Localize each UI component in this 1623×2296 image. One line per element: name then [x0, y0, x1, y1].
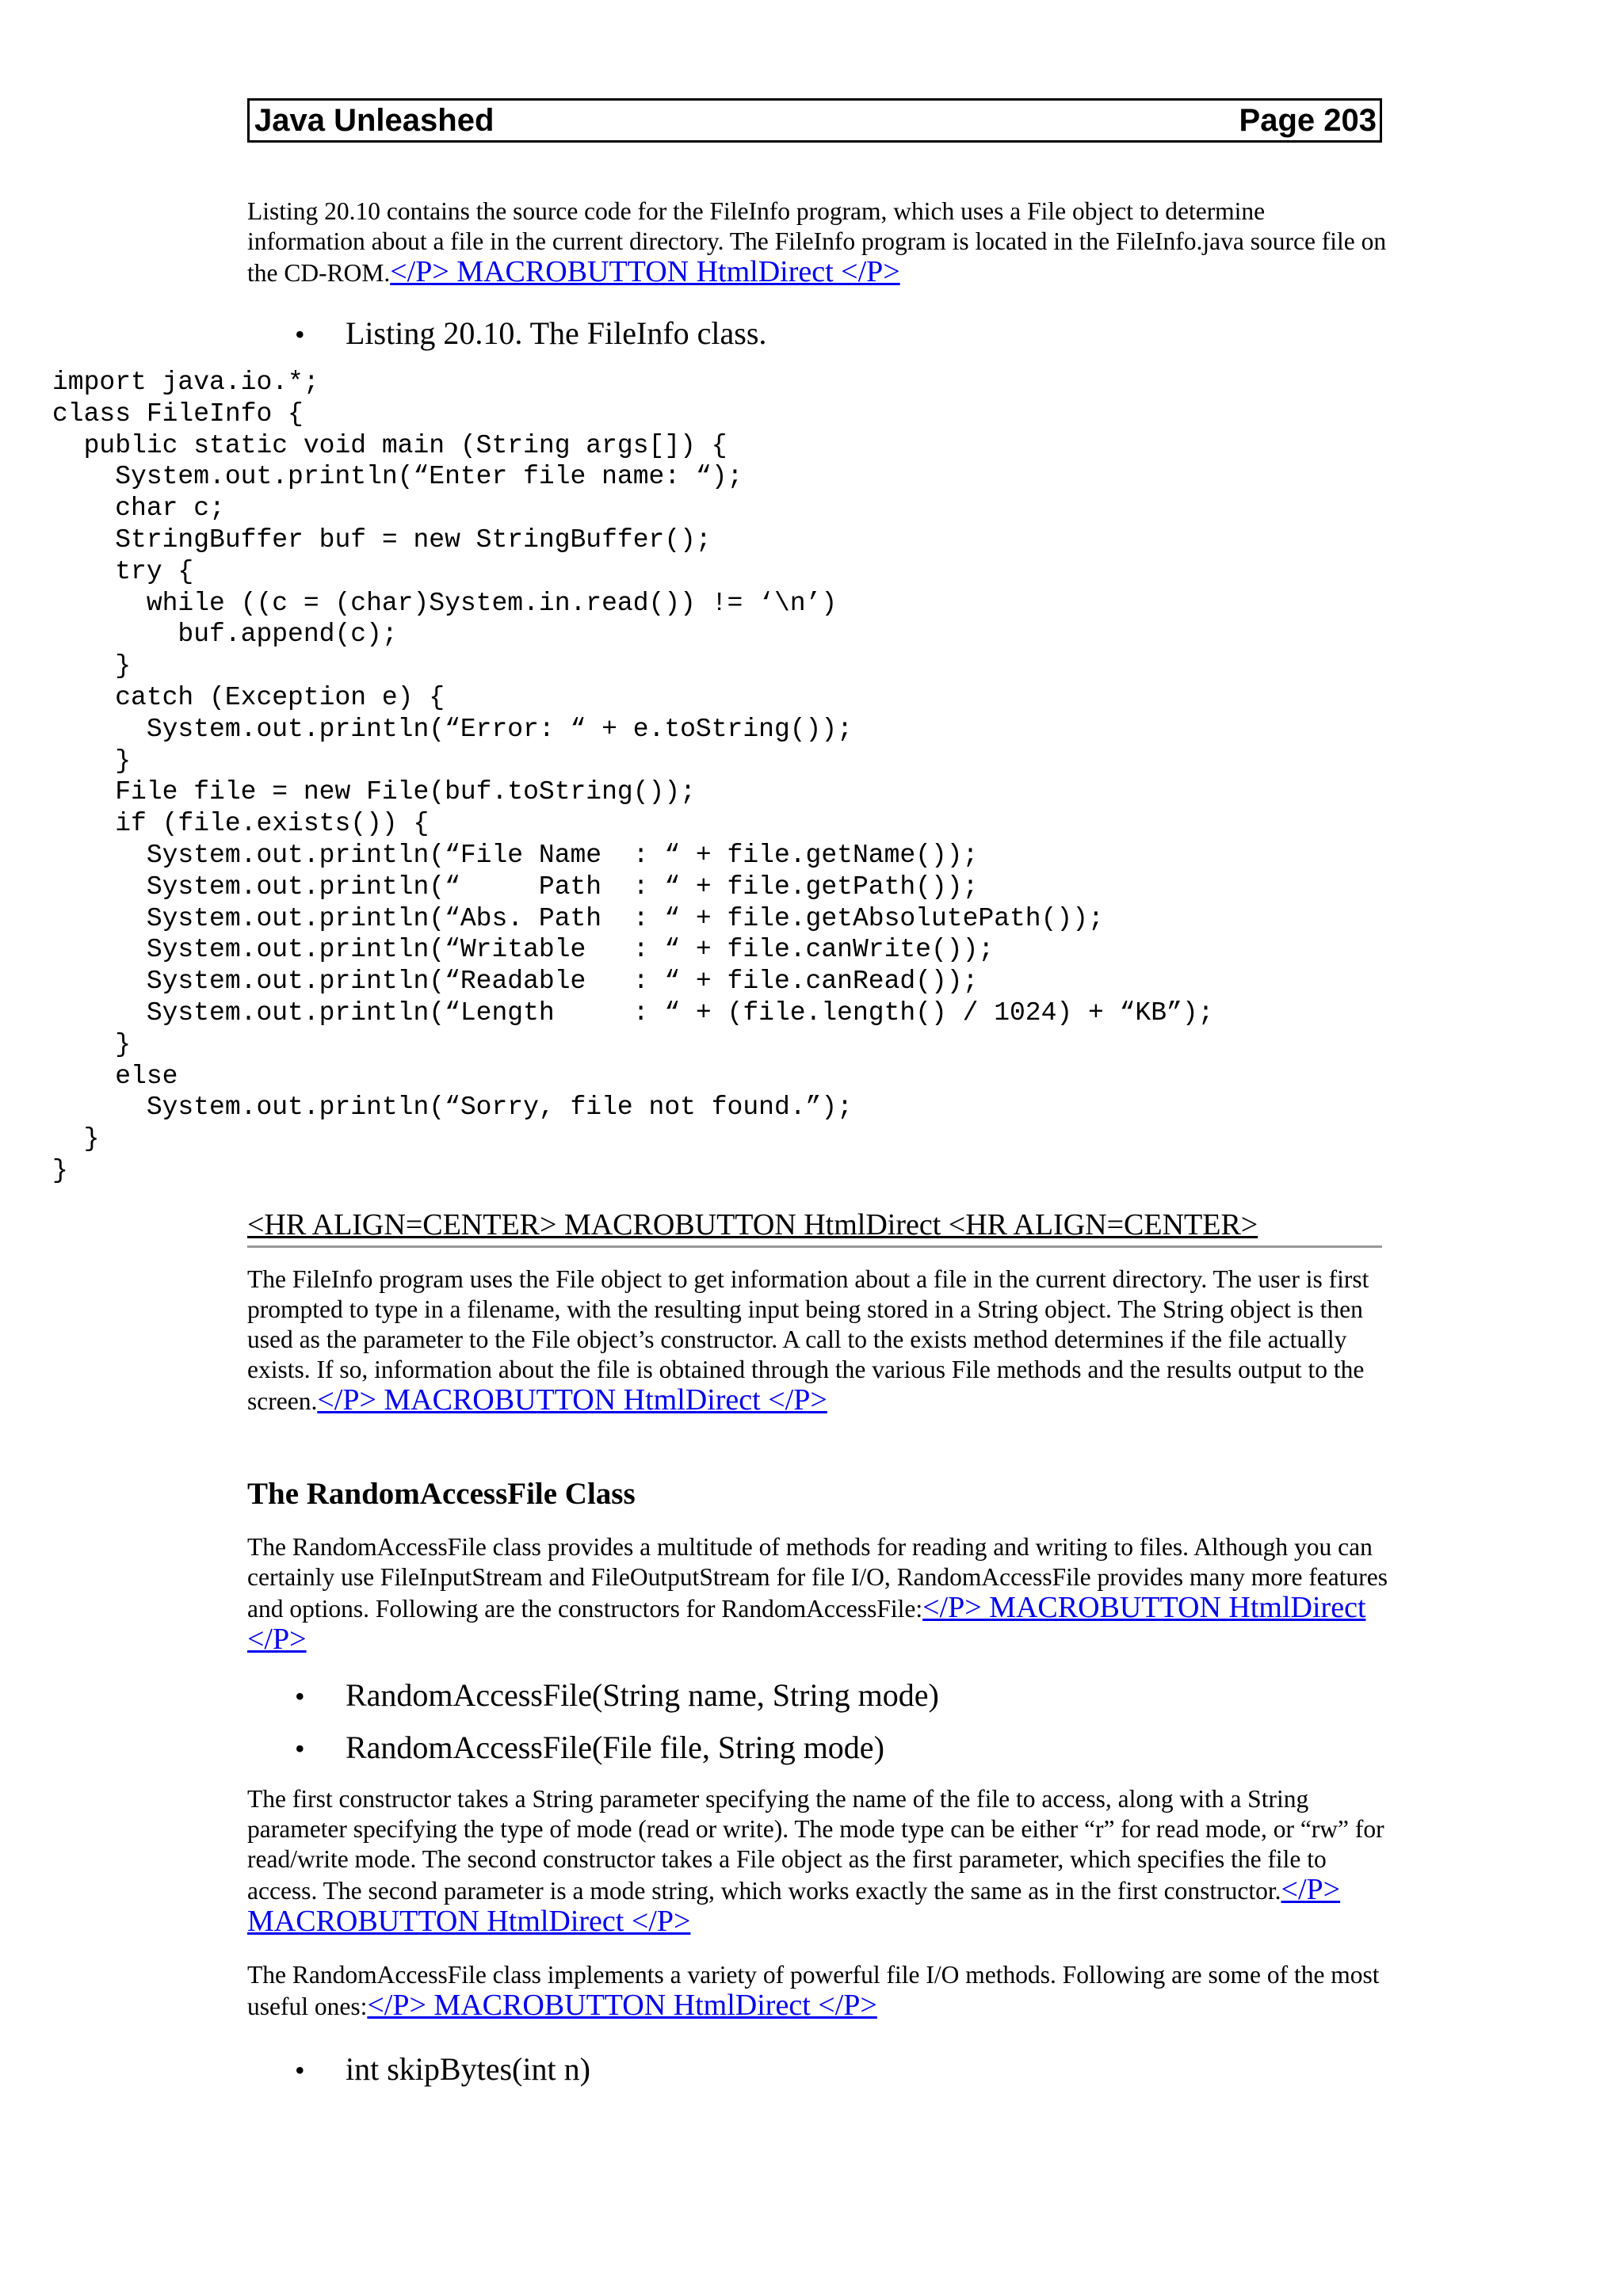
constructor-text: RandomAccessFile(String name, String mode) — [346, 1677, 939, 1713]
page-header — [247, 98, 1382, 143]
raf-intro-text: The RandomAccessFile class provides a multitude of methods for reading and writing to files. Although you can certainly use FileInputStream and FileOutputStream for file I/O, RandomAccessFile provides many more features and options. Following are the constructors for RandomAccessFile: — [247, 1533, 1388, 1623]
constructor-text: RandomAccessFile(File file, String mode) — [346, 1730, 884, 1765]
method-text: int skipBytes(int n) — [346, 2051, 590, 2087]
constructor-item — [295, 1729, 884, 1768]
section-heading: The RandomAccessFile Class — [247, 1477, 636, 1511]
constructor-item — [295, 1676, 939, 1715]
constructors-paragraph — [247, 1784, 1388, 1938]
page-number: Page 203 — [1239, 102, 1377, 138]
fileinfo-macro-link[interactable]: </P> MACROBUTTON HtmlDirect </P> — [317, 1383, 827, 1417]
bullet-icon: • — [295, 2054, 305, 2086]
listing-caption — [295, 315, 766, 353]
methods-macro-link[interactable]: </P> MACROBUTTON HtmlDirect </P> — [367, 1989, 877, 2022]
raf-intro-paragraph — [247, 1532, 1388, 1656]
hr-macro-link[interactable]: <HR ALIGN=CENTER> MACROBUTTON HtmlDirect <HR ALIGN=CENTER> — [247, 1206, 1382, 1248]
fileinfo-paragraph — [247, 1264, 1388, 1417]
bullet-icon: • — [295, 1680, 305, 1712]
intro-text: Listing 20.10 contains the source code for the FileInfo program, which uses a File object to determine information about a file in the current directory. The FileInfo program is located in the FileInfo.java source file on the CD-ROM. — [247, 197, 1387, 287]
raf-intro-macro-link[interactable]: </P> MACROBUTTON HtmlDirect </P> — [247, 1591, 1366, 1656]
book-title: Java Unleashed — [254, 102, 495, 138]
methods-paragraph — [247, 1960, 1388, 2022]
bullet-icon: • — [295, 318, 305, 350]
fileinfo-text: The FileInfo program uses the File object to get information about a file in the current directory. The user is first prompted to type in a filename, with the resulting input being stored in a String object. The String object is then used as the parameter to the File object’s constructor. A call to the exists method determines if the file actually exists. If so, information about the file is obtained through the various File methods and the results output to the screen. — [247, 1265, 1369, 1415]
method-item — [295, 2050, 590, 2089]
constructors-macro-link[interactable]: </P> MACROBUTTON HtmlDirect </P> — [247, 1873, 1341, 1938]
constructors-text: The first constructor takes a String parameter specifying the name of the file to access, along with a String parameter specifying the type of mode (read or write). The mode type can be either “r” for read mode, or “rw” for read/write mode. The second constructor takes a File object as the first parameter, which specifies the file to access. The second parameter is a mode string, which works exactly the same as in the first constructor. — [247, 1785, 1384, 1905]
bullet-icon: • — [295, 1733, 305, 1764]
methods-text: The RandomAccessFile class implements a variety of powerful file I/O methods. Following are some of the most useful ones: — [247, 1961, 1380, 2020]
intro-macro-link[interactable]: </P> MACROBUTTON HtmlDirect </P> — [390, 255, 900, 288]
listing-caption-text: Listing 20.10. The FileInfo class. — [346, 315, 767, 351]
intro-paragraph — [247, 196, 1388, 288]
code-listing: import java.io.*; class FileInfo { public static void main (String args[]) { System.out.println(“Enter file name: “); char c; StringBuffer buf = new StringBuffer(); try { while ((c = (char)System.in.read()) != ‘\n’) buf.append(c); } catch (Exception e) { System.out.println(“Error: “ + e.toString()); } File file = new File(buf.toString()); if (file.exists()) { System.out.println(“File Name : “ + file.getName()); System.out.println(“ Path : “ + file.getPath()); System.out.println(“Abs. Path : “ + file.getAbsolutePath()); System.out.println(“Writable : “ + file.canWrite()); System.out.println(“Readable : “ + file.canRead()); System.out.println(“Length : “ + (file.length() / 1024) + “KB”); } else System.out.println(“Sorry, file not found.”); } } — [52, 368, 1214, 1185]
